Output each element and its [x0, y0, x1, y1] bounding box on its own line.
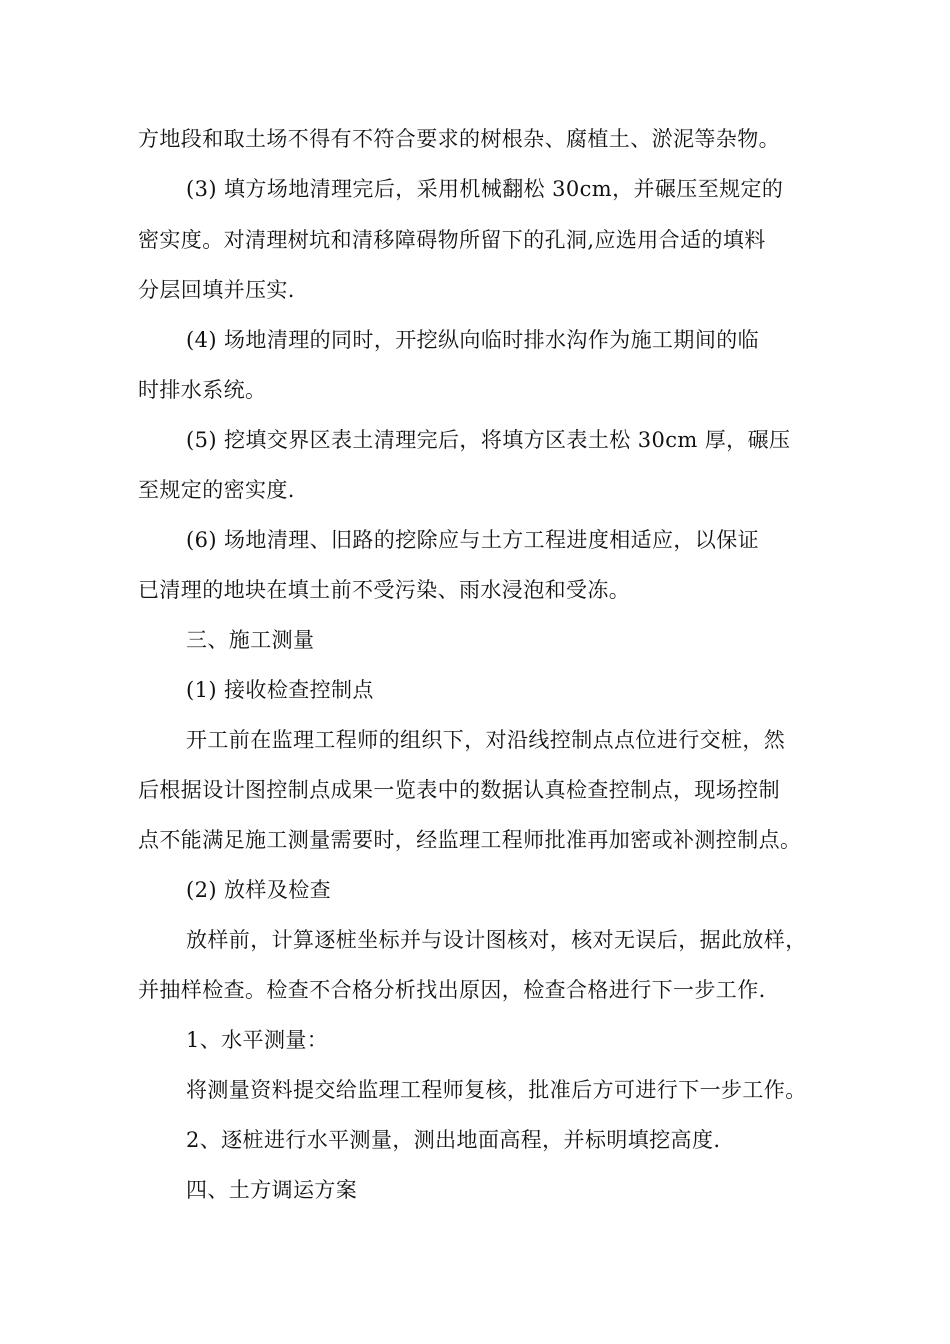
text-line: (6) 场地清理、旧路的挖除应与土方工程进度相适应，以保证 [186, 528, 760, 552]
text-line: 点不能满足施工测量需要时，经监理工程师批准再加密或补测控制点。 [138, 828, 802, 852]
text-line: 时排水系统。 [138, 378, 267, 402]
section-heading: 三、施工测量 [186, 628, 315, 652]
text-line: (4) 场地清理的同时，开挖纵向临时排水沟作为施工期间的临 [186, 328, 760, 352]
list-item-heading: 1、水平测量： [186, 1028, 329, 1052]
text-line: 放样前，计算逐桩坐标并与设计图核对，核对无误后，据此放样， [186, 928, 807, 952]
text-line: 开工前在监理工程师的组织下，对沿线控制点点位进行交桩，然 [186, 728, 786, 752]
text-line: 至规定的密实度. [138, 478, 295, 502]
text-line: 后根据设计图控制点成果一览表中的数据认真检查控制点，现场控制 [138, 778, 780, 802]
subsection-heading: (2) 放样及检查 [186, 878, 332, 902]
text-line: 密实度。对清理树坑和清移障碍物所留下的孔洞,应选用合适的填料 [138, 228, 766, 252]
list-item-heading: 2、逐桩进行水平测量，测出地面高程，并标明填挖高度. [186, 1128, 721, 1152]
subsection-heading: (1) 接收检查控制点 [186, 678, 374, 702]
text-line: 方地段和取土场不得有不符合要求的树根杂、腐植土、淤泥等杂物。 [138, 127, 780, 151]
text-line: 分层回填并压实. [138, 278, 295, 302]
section-heading: 四、土方调运方案 [186, 1178, 358, 1202]
text-line: 已清理的地块在填土前不受污染、雨水浸泡和受冻。 [138, 578, 631, 602]
text-line: 并抽样检查。检查不合格分析找出原因，检查合格进行下一步工作. [138, 978, 766, 1002]
text-line: 将测量资料提交给监理工程师复核，批准后方可进行下一步工作。 [186, 1078, 807, 1102]
text-line: (3) 填方场地清理完后，采用机械翻松 30cm，并碾压至规定的 [186, 177, 784, 201]
text-line: (5) 挖填交界区表土清理完后，将填方区表土松 30cm 厚，碾压 [186, 428, 791, 452]
